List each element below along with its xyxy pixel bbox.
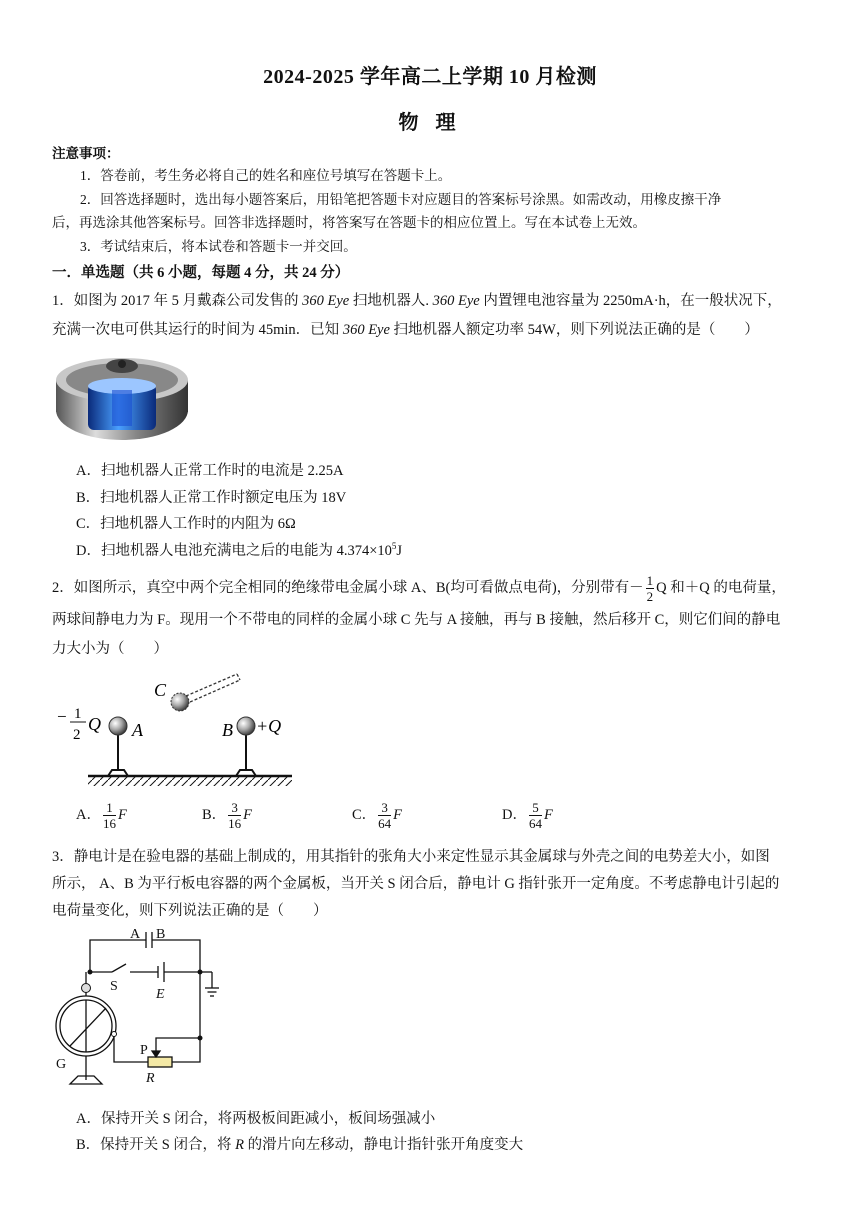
q1-option-a: A．扫地机器人正常工作时的电流是 2.25A	[76, 463, 344, 479]
notice-item-3: 3．考试结束后，将本试卷和答题卡一并交回。	[80, 239, 357, 254]
label-c: C	[154, 680, 167, 700]
label-electrometer-g: G	[56, 1057, 67, 1072]
label-resistor-r: R	[146, 1071, 155, 1086]
q3-line-2: 所示， A、B 为平行板电容器的两个金属板，当开关 S 闭合后，静电计 G 指针张开一定角度。不考虑静电计引起的	[52, 876, 780, 892]
label-q: Q	[88, 714, 101, 734]
q1-text: 内置锂电池容量为 2250mA·h，在一般状况下，	[479, 293, 782, 309]
label-minus: −	[56, 707, 68, 726]
charged-spheres-figure	[52, 668, 312, 792]
q3-option-b-text: B．保持开关 S 闭合，将	[76, 1137, 236, 1153]
label-half-d: 2	[73, 727, 81, 743]
q2-text: Q 和＋Q 的电荷量，	[656, 579, 786, 596]
notice-heading: 注意事项：	[52, 146, 120, 161]
q2-option-b: B． $\frac{3}{16}$ F	[202, 800, 253, 831]
q2-option-d: D． $\frac{5}{64}$ F	[502, 800, 553, 831]
q2-line-2: 两球间静电力为 F。现用一个不带电的同样的金属小球 C 先与 A 接触，再与 B 接触，然后移开 C，则它们间的静电	[52, 612, 781, 628]
label-plus-q: +Q	[256, 716, 282, 736]
q3-option-b	[76, 1133, 523, 1154]
q1-product: 360 Eye	[302, 293, 350, 309]
label-half-n: 1	[74, 706, 82, 722]
q3-option-b-r: R	[235, 1137, 244, 1153]
q3-option-a: A．保持开关 S 闭合，将两极板间距减小，板间场强减小	[76, 1111, 436, 1127]
q2-fraction: $\frac{1}{2}$	[646, 573, 654, 604]
q1-text: 充满一次电可供其运行的时间为 45min．已知	[52, 322, 343, 338]
q1-option-d-text: D．扫地机器人电池充满电之后的电能为 4.374×10	[76, 543, 392, 559]
robot-vacuum-image	[52, 350, 192, 446]
q2-line-3: 力大小为（ ）	[52, 641, 168, 657]
q1-option-d	[76, 539, 402, 560]
q1-line-2	[52, 320, 812, 340]
label-switch-s: S	[110, 979, 118, 994]
q1-text: 扫地机器人额定功率 54W，则下列说法正确的是（ ）	[389, 322, 759, 338]
q1-product: 360 Eye	[432, 293, 480, 309]
q3-line-1: 3．静电计是在验电器的基础上制成的，用其指针的张角大小来定性显示其金属球与外壳之间的电势差大小，如图	[52, 849, 770, 865]
notice-item-2b: 后，再选涂其他答案标号。回答非选择题时，将答案写在答题卡的相应位置上。写在本试卷上无效。	[52, 215, 646, 230]
q2-text: 2．如图所示，真空中两个完全相同的绝缘带电金属小球 A、B(均可看做点电荷)，分别带有－	[52, 579, 644, 596]
label-plate-b: B	[156, 927, 166, 942]
exam-title: 2024-2025 学年高二上学期 10 月检测	[263, 66, 597, 88]
label-slider-p: P	[140, 1043, 148, 1058]
q1-option-d-unit: J	[396, 543, 403, 559]
q3-option-b-text: 的滑片向左移动，静电计指针张开角度变大	[243, 1137, 524, 1153]
label-plate-a: A	[130, 927, 141, 942]
q1-line-1	[52, 291, 812, 311]
section-heading: 一．单选题（共 6 小题，每题 4 分，共 24 分）	[52, 265, 350, 281]
subject-title: 物 理	[398, 112, 462, 134]
label-battery-e: E	[156, 987, 165, 1002]
q2-option-c: C． $\frac{3}{64}$ F	[352, 800, 403, 831]
q1-text: 扫地机器人.	[349, 293, 433, 309]
q2-option-a: A． $\frac{1}{16}$ F	[76, 800, 127, 831]
q2-line-1	[52, 573, 812, 604]
notice-item-1: 1．答卷前，考生务必将自己的姓名和座位号填写在答题卡上。	[80, 168, 452, 183]
q3-line-3: 电荷量变化，则下列说法正确的是（ ）	[52, 903, 328, 919]
electrometer-circuit-figure	[52, 924, 232, 1100]
q1-option-d-exponent: 5	[391, 541, 397, 552]
q1-option-b: B．扫地机器人正常工作时额定电压为 18V	[76, 490, 347, 506]
q1-product: 360 Eye	[342, 322, 390, 338]
label-a: A	[132, 720, 143, 740]
label-b: B	[222, 720, 233, 740]
notice-item-2a: 2．回答选择题时，选出每小题答案后，用铅笔把答题卡对应题目的答案标号涂黑。如需改动，用橡皮擦干净	[80, 192, 722, 207]
q1-text: 1．如图为 2017 年 5 月戴森公司发售的	[52, 293, 303, 309]
q1-option-c: C．扫地机器人工作时的内阻为 6Ω	[76, 516, 296, 532]
